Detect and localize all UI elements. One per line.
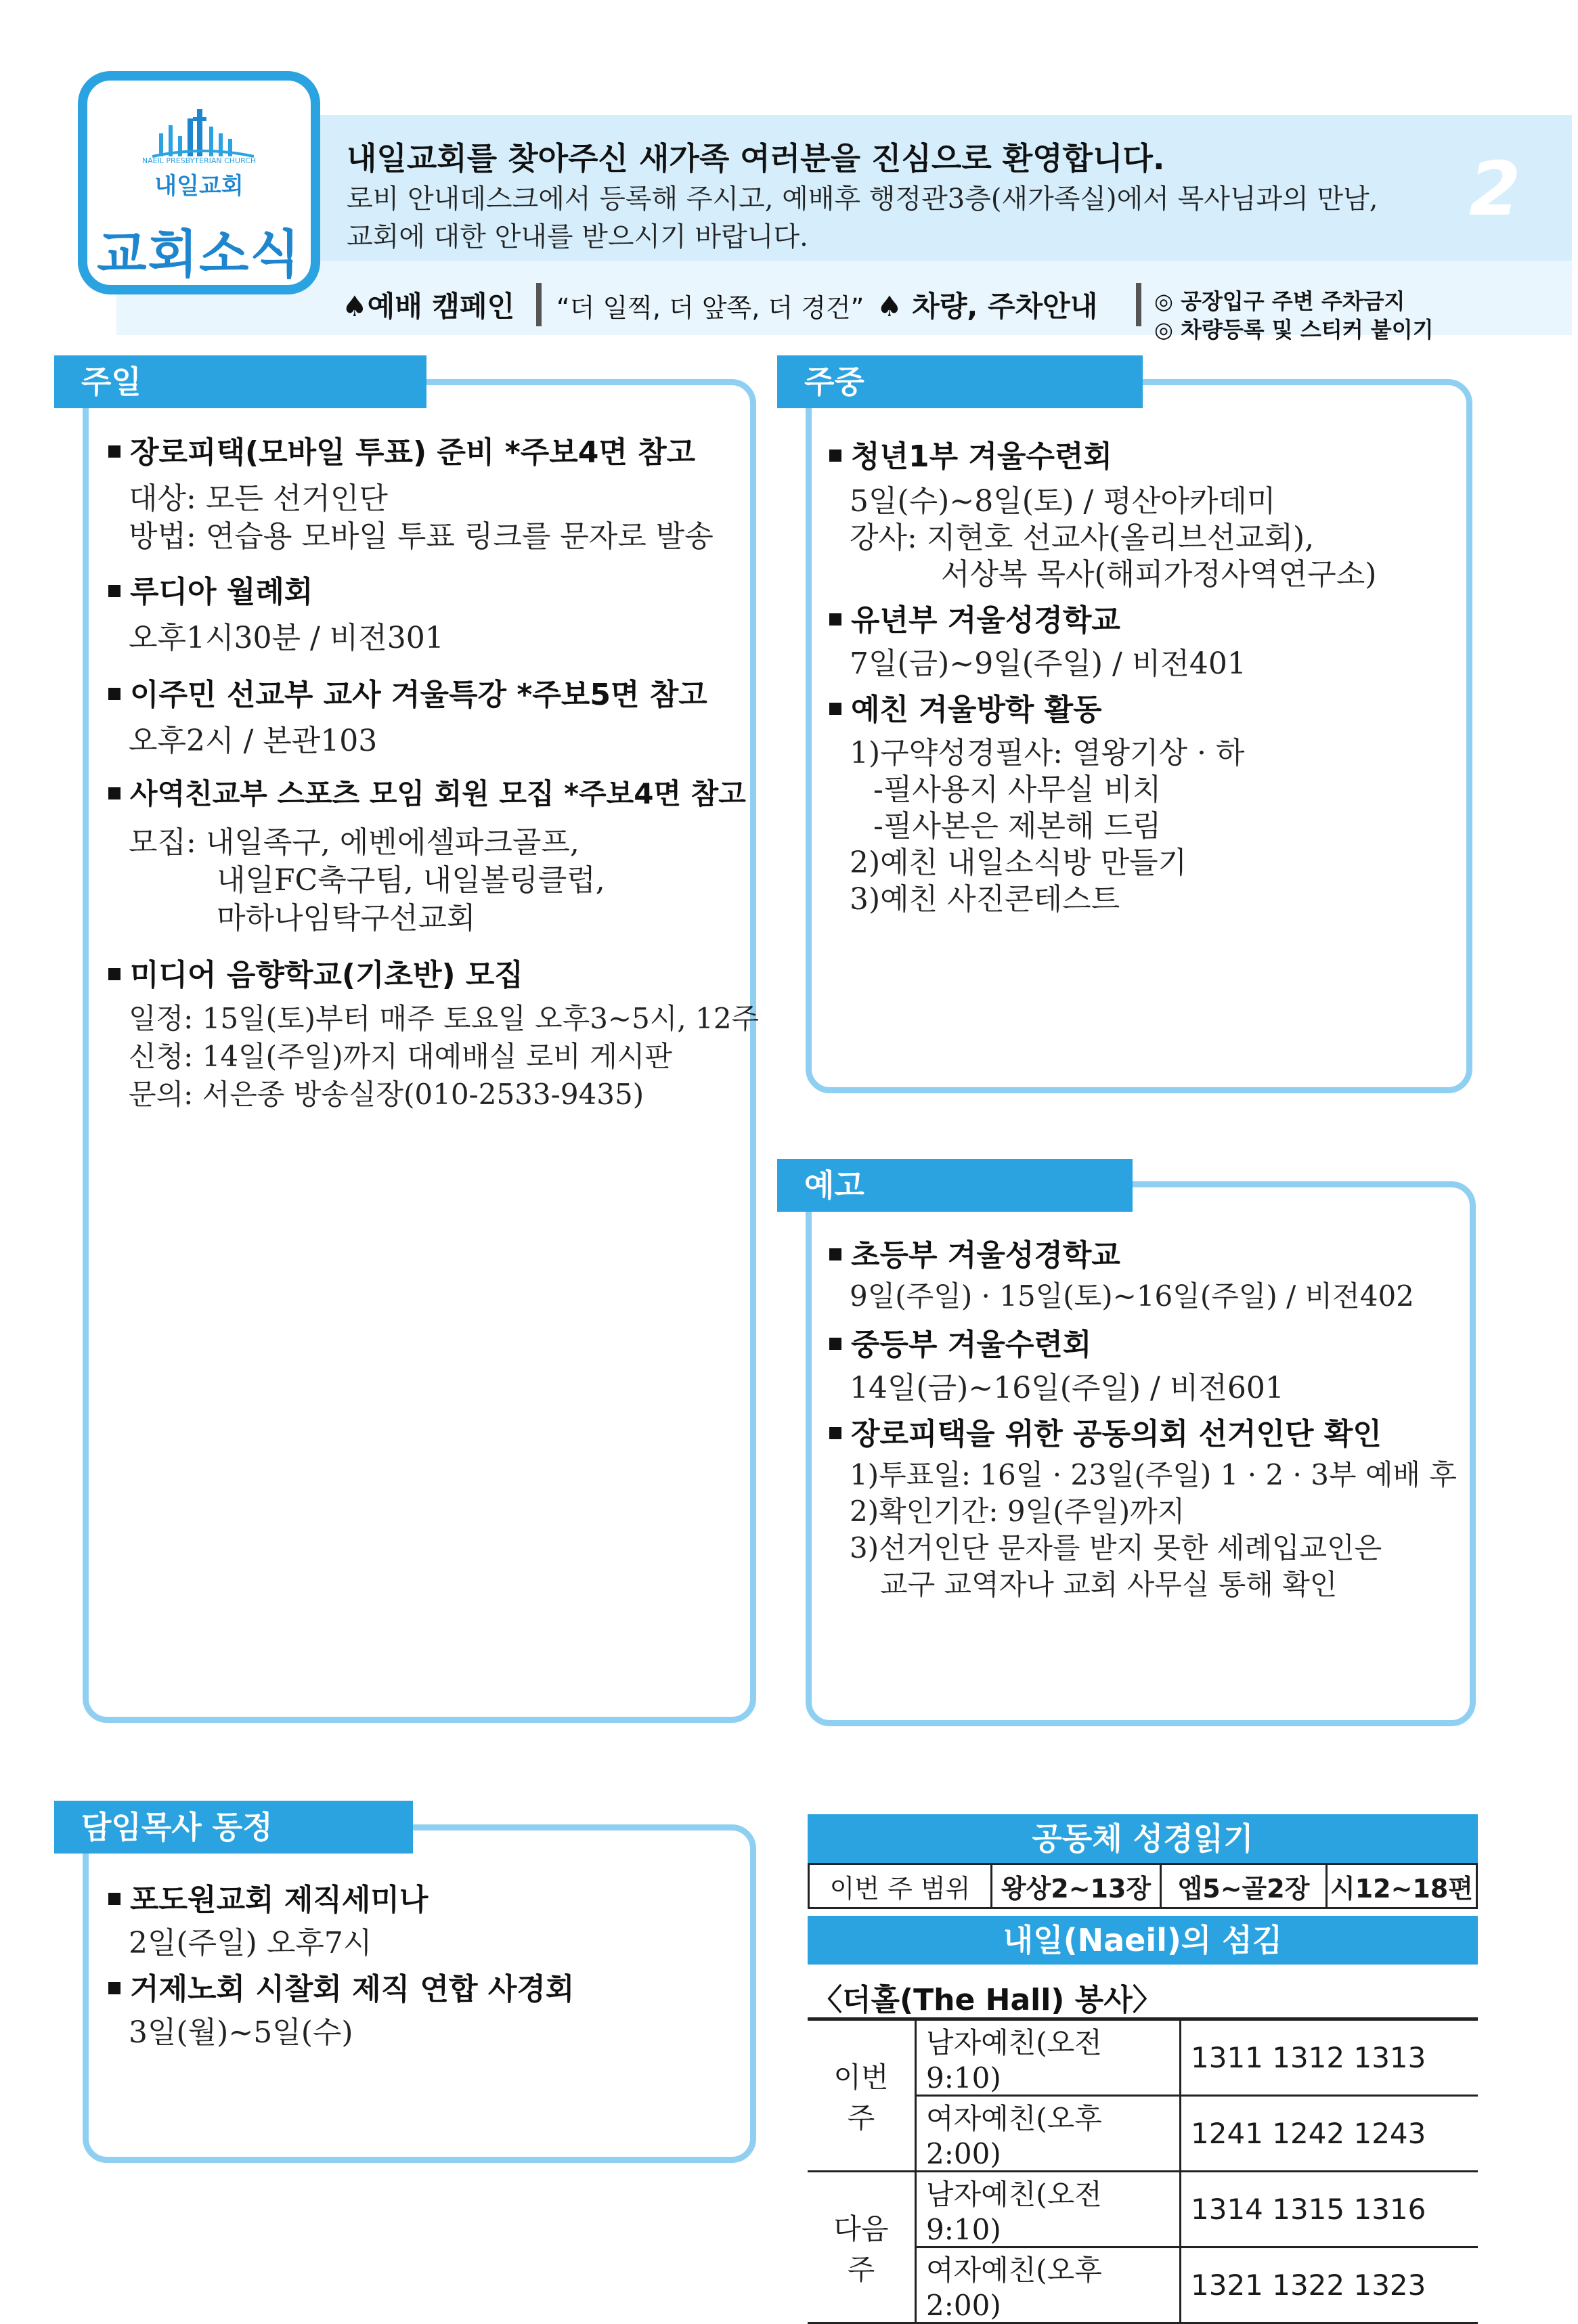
service-numbers: 1311 1312 1313	[1181, 2020, 1478, 2096]
parking-line-1: ◎ 공장입구 주변 주차금지	[1154, 288, 1405, 314]
welcome-line-1: 로비 안내데스크에서 등록해 주시고, 예배후 행정관3층(새가족실)에서 목사님과의 만남,	[347, 183, 1378, 215]
weekday-item-line: 3)예친 사진콘테스트	[850, 882, 1120, 917]
service-group: 여자예친(오후2:00)	[916, 2096, 1181, 2172]
weekday-item-line: -필사용지 사무실 비치	[873, 772, 1162, 807]
divider	[536, 283, 542, 326]
divider	[1136, 283, 1141, 326]
reading-cell: 시12~18편	[1327, 1864, 1477, 1908]
service-numbers: 1314 1315 1316	[1181, 2172, 1478, 2248]
sunday-item-title: 장로피택(모바일 투표) 준비 *주보4면 참고	[108, 428, 695, 471]
page-title: 교회소식	[97, 224, 301, 284]
reading-table	[808, 1863, 1478, 1909]
parking-label: ♠ 차량, 주차안내	[877, 290, 1098, 323]
weekday-item-line: 5일(수)~8일(토) / 평산아카데미	[850, 484, 1276, 519]
notice-item-line: 3)선거인단 문자를 받지 못한 세례입교인은	[850, 1531, 1382, 1564]
service-title: 내일(Naeil)의 섬김	[808, 1916, 1478, 1965]
weekday-item-line: 강사: 지현호 선교사(올리브선교회),	[850, 521, 1315, 555]
reading-title: 공동체 성경읽기	[808, 1814, 1478, 1863]
sunday-item-title: 이주민 선교부 교사 겨울특강 *주보5면 참고	[108, 670, 707, 714]
notice-item-title: 장로피택을 위한 공동의회 선거인단 확인	[829, 1409, 1382, 1453]
notice-item-title: 초등부 겨울성경학교	[829, 1231, 1120, 1274]
sunday-item-line: 일정: 15일(토)부터 매주 토요일 오후3~5시, 12주	[129, 1002, 760, 1035]
sunday-item-line: 오후2시 / 본관103	[129, 724, 378, 758]
service-group: 남자예친(오전9:10)	[916, 2020, 1181, 2096]
service-numbers: 1321 1322 1323	[1181, 2248, 1478, 2323]
page-number: 2	[1469, 146, 1521, 232]
notice-tab: 예고	[777, 1159, 1133, 1212]
notice-item-line: 2)확인기간: 9일(주일)까지	[850, 1495, 1185, 1528]
weekday-item-line: 1)구약성경필사: 열왕기상 · 하	[850, 736, 1245, 770]
pastor-tab: 담임목사 동정	[54, 1801, 413, 1854]
notice-item-line: 14일(금)~16일(주일) / 비전601	[850, 1371, 1284, 1405]
service-group: 남자예친(오전9:10)	[916, 2172, 1181, 2248]
notice-item-line: 9일(주일) · 15일(토)~16일(주일) / 비전402	[850, 1279, 1414, 1313]
reading-label: 이번 주 범위	[809, 1864, 992, 1908]
service-table	[808, 2019, 1478, 2324]
weekday-item-line: 서상복 목사(해피가정사역연구소)	[941, 557, 1377, 592]
reading-cell: 엡5~골2장	[1161, 1864, 1327, 1908]
reading-cell: 왕상2~13장	[992, 1864, 1161, 1908]
weekday-item-title: 청년1부 겨울수련회	[829, 432, 1112, 475]
sunday-tab: 주일	[54, 355, 426, 408]
pastor-item-title: 포도원교회 제직세미나	[108, 1875, 428, 1919]
sunday-item-line: 문의: 서은종 방송실장(010-2533-9435)	[129, 1078, 644, 1111]
church-logo-box	[78, 71, 320, 294]
service-numbers: 1241 1242 1243	[1181, 2096, 1478, 2172]
pastor-item-line: 3일(월)~5일(수)	[129, 2015, 353, 2050]
notice-item-title: 중등부 겨울수련회	[829, 1320, 1091, 1363]
weekday-tab: 주중	[777, 355, 1143, 408]
welcome-line-2: 교회에 대한 안내를 받으시기 바랍니다.	[347, 221, 808, 253]
welcome-title: 내일교회를 찾아주신 새가족 여러분을 진심으로 환영합니다.	[347, 140, 1165, 177]
campaign-quote: “더 일찍, 더 앞쪽, 더 경건”	[556, 293, 864, 323]
weekday-item-title: 유년부 겨울성경학교	[829, 596, 1120, 639]
sunday-item-line: 모집: 내일족구, 에벤에셀파크골프,	[129, 825, 579, 860]
weekday-item-line: -필사본은 제본해 드림	[873, 809, 1162, 843]
church-skyline-icon	[152, 106, 254, 159]
parking-line-2: ◎ 차량등록 및 스티커 붙이기	[1154, 317, 1434, 343]
service-week: 다음 주	[808, 2172, 916, 2323]
sunday-item-line: 방법: 연습용 모바일 투표 링크를 문자로 발송	[129, 519, 714, 554]
logo-church-name: 내일교회	[154, 173, 244, 200]
weekday-item-line: 7일(금)~9일(주일) / 비전401	[850, 646, 1246, 681]
notice-item-line: 교구 교역자나 교회 사무실 통해 확인	[880, 1568, 1338, 1601]
logo-subtitle: NAEIL PRESBYTERIAN CHURCH	[141, 156, 257, 165]
sunday-item-line: 오후1시30분 / 비전301	[129, 621, 444, 655]
service-subtitle: 〈더홀(The Hall) 봉사〉	[812, 1983, 1162, 2017]
sunday-item-line: 마하나임탁구선교회	[217, 901, 476, 936]
pastor-item-line: 2일(주일) 오후7시	[129, 1926, 372, 1960]
weekday-item-line: 2)예친 내일소식방 만들기	[850, 846, 1187, 880]
sunday-item-title: 사역친교부 스포츠 모임 회원 모집 *주보4면 참고	[108, 772, 746, 812]
sunday-item-title: 루디아 월례회	[108, 567, 313, 611]
service-week: 이번 주	[808, 2020, 916, 2172]
notice-item-line: 1)투표일: 16일 · 23일(주일) 1 · 2 · 3부 예배 후	[850, 1458, 1457, 1491]
service-group: 여자예친(오후2:00)	[916, 2248, 1181, 2323]
weekday-item-title: 예친 겨울방학 활동	[829, 685, 1102, 728]
sunday-item-title: 미디어 음향학교(기초반) 모집	[108, 950, 523, 994]
sunday-item-line: 대상: 모든 선거인단	[129, 481, 388, 516]
campaign-label: ♠예배 캠페인	[342, 290, 515, 323]
pastor-item-title: 거제노회 시찰회 제직 연합 사경회	[108, 1965, 574, 2008]
sunday-item-line: 내일FC축구팀, 내일볼링클럽,	[217, 863, 605, 898]
sunday-item-line: 신청: 14일(주일)까지 대예배실 로비 게시판	[129, 1040, 672, 1073]
